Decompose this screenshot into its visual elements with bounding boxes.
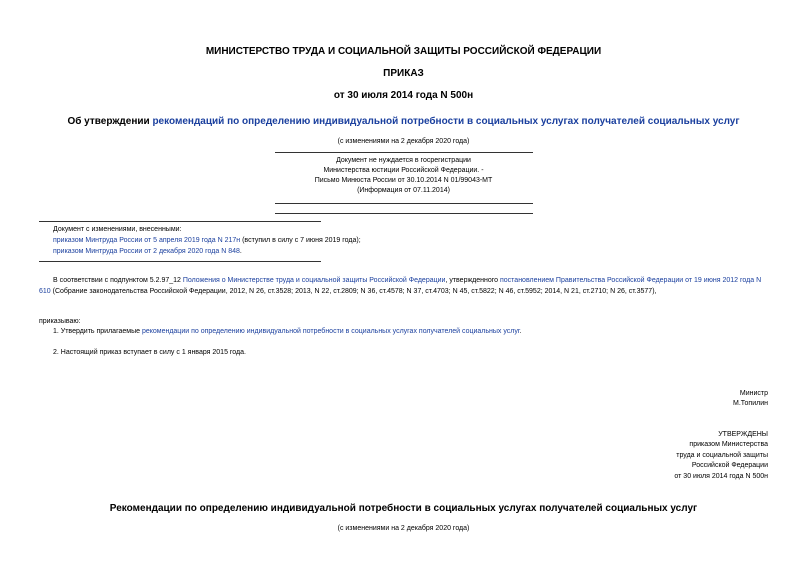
title-prefix: Об утверждении xyxy=(67,116,153,127)
appendix-amended-note: (с изменениями на 2 декабря 2020 года) xyxy=(337,525,470,532)
change-item-2 xyxy=(53,247,242,257)
registration-line-1: Документ не нуждается в госрегистрации xyxy=(336,157,471,164)
divider-line xyxy=(39,261,321,262)
approval-title: УТВЕРЖДЕНЫ xyxy=(718,431,768,438)
change-item-1-link[interactable]: приказом Минтруда России от 5 апреля 2019 года N 217н xyxy=(53,237,241,244)
date-number-heading: от 30 июля 2014 года N 500н xyxy=(333,90,474,101)
preamble-text-1: В соответствии с подпунктом 5.2.97_12 xyxy=(53,277,183,284)
regulation-link[interactable]: Положения о Министерстве труда и социальной защиты Российской Федерации xyxy=(182,277,446,284)
signature-role: Министр xyxy=(739,390,768,397)
amended-note: (с изменениями на 2 декабря 2020 года) xyxy=(337,138,470,145)
registration-line-2: Министерства юстиции Российской Федерации. - xyxy=(323,167,484,174)
order-item-1-suffix: . xyxy=(519,328,522,335)
government-decree-link[interactable]: постановлением Правительства Российской Федерации от 19 июня 2012 xyxy=(499,277,739,284)
registration-line-3: Письмо Минюста России от 30.10.2014 N 01/99043-МТ xyxy=(314,177,493,184)
preamble-paragraph xyxy=(39,275,773,297)
preamble-text-2: , утвержденного xyxy=(445,277,500,284)
ministry-heading: МИНИСТЕРСТВО ТРУДА И СОЦИАЛЬНОЙ ЗАЩИТЫ РОССИЙСКОЙ ФЕДЕРАЦИИ xyxy=(205,46,602,57)
divider-line xyxy=(275,203,533,204)
document-title xyxy=(0,116,807,127)
order-item-1 xyxy=(53,327,522,337)
doc-type-heading: ПРИКАЗ xyxy=(383,68,424,79)
registration-line-4: (Информация от 07.11.2014) xyxy=(357,187,450,194)
signature-name: М.Топилин xyxy=(733,400,768,407)
divider-line xyxy=(275,213,533,214)
divider-line xyxy=(275,152,533,153)
change-item-1 xyxy=(53,236,361,246)
appendix-title: Рекомендации по определению индивидуальной потребности в социальных услугах получателей социальных услуг xyxy=(109,503,698,514)
government-decree-link-cont[interactable]: года N 610 xyxy=(39,277,762,295)
approval-line-2: труда и социальной защиты xyxy=(676,452,768,459)
prikazyvayu-label: приказываю: xyxy=(39,318,81,325)
recommendations-link[interactable]: рекомендации по определению индивидуальной потребности в социальных услугах получателей социальных услуг xyxy=(141,328,520,335)
order-item-2: 2. Настоящий приказ вступает в силу с 1 января 2015 года. xyxy=(53,349,246,356)
divider-line xyxy=(39,221,321,222)
approval-line-4: от 30 июля 2014 года N 500н xyxy=(674,473,768,480)
change-item-2-suffix: . xyxy=(239,248,242,255)
approval-line-1: приказом Министерства xyxy=(689,441,768,448)
order-item-1-prefix: 1. Утвердить прилагаемые xyxy=(53,328,142,335)
title-link[interactable]: рекомендаций по определению индивидуальной потребности в социальных услугах получателей социальных услуг xyxy=(152,116,740,127)
approval-line-3: Российской Федерации xyxy=(691,462,768,469)
preamble-text-3: (Собрание законодательства Российской Федерации, 2012, N 26, ст.3528; 2013, N 22, ст.2809; N 36, ст.4578; N 37, ст.4703; N 45, ст.5822; N 46, ст.5952; 2014, N 21, ст.2710; N 26, ст.3577), xyxy=(50,288,657,295)
change-item-1-suffix: (вступил в силу с 7 июня 2019 года); xyxy=(240,237,361,244)
changes-intro: Документ с изменениями, внесенными: xyxy=(53,226,182,233)
change-item-2-link[interactable]: приказом Минтруда России от 2 декабря 2020 года N 848 xyxy=(53,248,240,255)
